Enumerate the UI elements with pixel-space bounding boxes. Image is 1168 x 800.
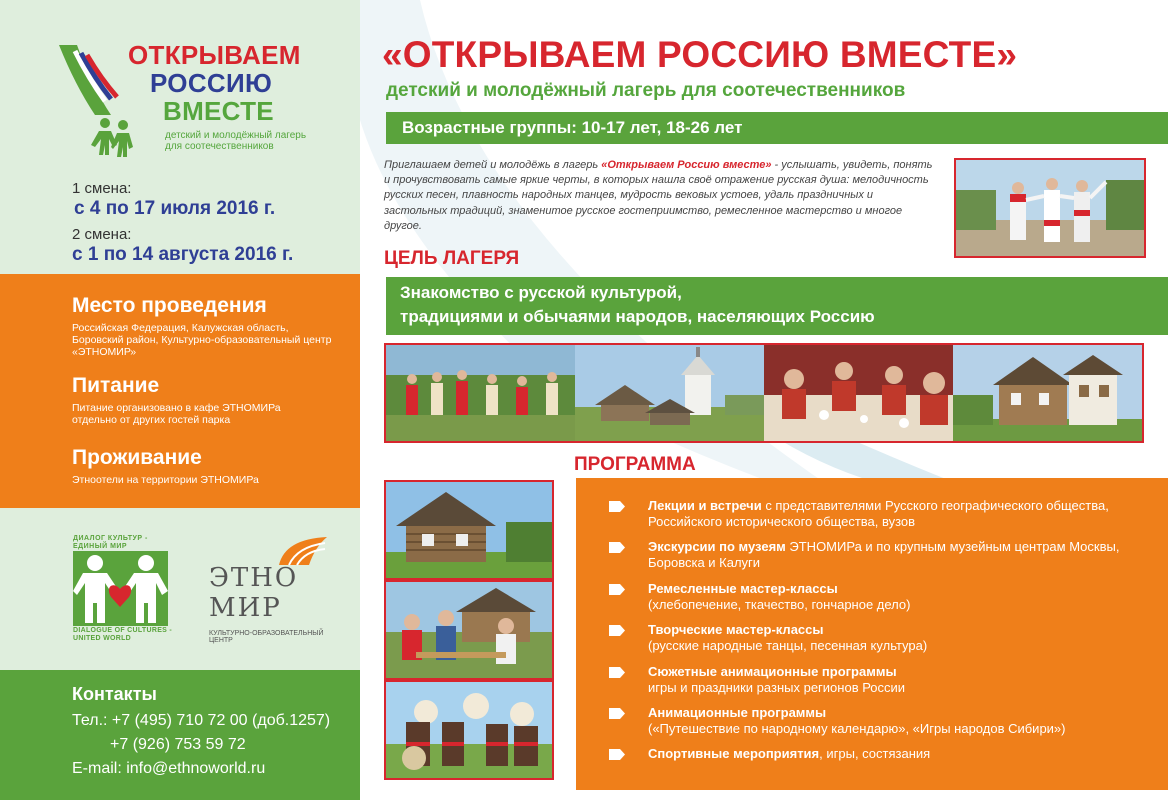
program-item-excursions [606, 539, 1136, 580]
photo-strip [384, 343, 1144, 443]
ethnomir-subtitle: КУЛЬТУРНО-ОБРАЗОВАТЕЛЬНЫЙ ЦЕНТР [209, 630, 324, 644]
contact-phone-2: +7 (926) 753 59 72 [110, 736, 246, 753]
arrow-tag-icon [609, 501, 625, 512]
program-item-text: игры и праздники разных регионов России [648, 679, 906, 695]
venue-text: Российская Федерация, Калужская область, Боровский район, Культурно-образовательный центр «ЭТНОМИР» [72, 322, 332, 358]
dialog-logo-top-text: ДИАЛОГ КУЛЬТУР - ЕДИНЫЙ МИР [73, 535, 148, 550]
siberian-drummers-photo [384, 680, 554, 780]
intro-camp-name: «Открываем Россию вместе» [601, 159, 772, 171]
shift-2-dates: с 1 по 14 августа 2016 г. [72, 244, 294, 265]
goal-line-1: Знакомство с русской культурой, [400, 283, 682, 302]
contacts-heading: Контакты [72, 684, 157, 704]
shift-1-label: 1 смена: [72, 180, 132, 197]
ethnomir-word-2: МИР [209, 593, 282, 623]
arrow-tag-icon [609, 667, 625, 678]
food-text: Питание организовано в кафе ЭТНОМИРа отдельно от других гостей парка [72, 402, 281, 426]
ethnomir-logo [205, 535, 345, 645]
contacts-panel [0, 670, 360, 800]
program-list [606, 498, 1136, 788]
accommodation-text: Этноотели на территории ЭТНОМИРа [72, 474, 259, 486]
shift-2-label: 2 смена: [72, 226, 132, 243]
page-subtitle: детский и молодёжный лагерь для соотечественников [386, 80, 906, 101]
goal-bar [386, 277, 1168, 335]
program-item-creative [606, 622, 1136, 663]
program-item-text: (русские народные танцы, песенная культура) [648, 638, 928, 654]
figures-heart-icon [73, 551, 168, 626]
left-column [0, 0, 360, 800]
village-church-photo [575, 345, 764, 441]
folk-dancers-photo [954, 158, 1146, 258]
food-heading: Питание [72, 374, 160, 397]
program-item-title: Спортивные мероприятия [648, 746, 820, 762]
craft-class-photo [384, 580, 554, 680]
ethnomir-word-1: ЭТНО [209, 563, 299, 593]
logo-word-2: РОССИЮ [150, 68, 273, 98]
arrow-tag-icon [609, 584, 625, 595]
program-item-title: Творческие мастер-классы [648, 622, 824, 638]
program-item-title: Ремесленные мастер-классы [648, 580, 838, 596]
children-games-photo [386, 345, 575, 441]
shift-1-dates: с 4 по 17 июля 2016 г. [74, 198, 276, 219]
program-item-text: («Путешествие по народному календарю», «Игры народов Сибири») [648, 720, 1066, 736]
camp-logo [55, 40, 305, 170]
program-item-title: Экскурсии по музеям [648, 539, 786, 555]
program-item-text: ЭТНОМИРа и по крупным музейным центрам Москвы, Боровска и Калуги [648, 539, 1120, 571]
program-item-text: с представителями Русского географического общества, Российского исторического общества, вузов [648, 498, 1109, 529]
right-column [360, 0, 1168, 800]
venue-heading: Место проведения [72, 294, 267, 317]
flag-figures-icon [55, 45, 133, 163]
intro-text [384, 158, 939, 234]
intro-text-before: Приглашаем детей и молодёжь в лагерь [384, 159, 602, 171]
program-heading: ПРОГРАММА [574, 454, 696, 475]
page-title: «ОТКРЫВАЕМ РОССИЮ ВМЕСТЕ» [382, 34, 1018, 75]
intro-text-after: - услышать, увидеть, понять и прочувствовать самые яркие черты, в которых нашла своё отражение русская душа: мелодичность русских песен, плавность народных танцев, мудрость вековых устоев, удаль праздничных и застольных традиций, знаменитое русское гостеприимство, ремесленное мастерство и многое другое. [384, 159, 933, 232]
contact-phone-1: Тел.: +7 (495) 710 72 00 (доб.1257) [72, 712, 331, 729]
goal-line-2: традициями и обычаями народов, населяющих Россию [400, 307, 875, 326]
dialog-of-cultures-logo [68, 535, 173, 645]
dialog-logo-bottom-text: DIALOGUE OF CULTURES - UNITED WORLD [73, 627, 173, 642]
program-item-crafts [606, 581, 1136, 622]
log-hut-photo [384, 480, 554, 580]
arrow-tag-icon [609, 708, 625, 719]
logo-subtitle: детский и молодёжный лагерь для соотечественников [165, 130, 307, 152]
arrow-tag-icon [609, 749, 625, 760]
arrow-tag-icon [609, 625, 625, 636]
contact-email[interactable]: E-mail: info@ethnoworld.ru [72, 760, 266, 777]
logo-word-1: ОТКРЫВАЕМ [128, 40, 301, 70]
logo-word-3: ВМЕСТЕ [163, 96, 274, 126]
program-item-sports [606, 746, 1136, 787]
age-groups-bar: Возрастные группы: 10-17 лет, 18-26 лет [386, 112, 1168, 144]
accommodation-heading: Проживание [72, 446, 202, 469]
program-item-text: (хлебопечение, ткачество, гончарное дело) [648, 596, 911, 612]
goal-heading: ЦЕЛЬ ЛАГЕРЯ [384, 248, 520, 269]
program-item-title: Лекции и встречи [648, 498, 762, 513]
wooden-house-photo [953, 345, 1142, 441]
craft-workshop-photo [764, 345, 953, 441]
program-item-title: Сюжетные анимационные программы [648, 663, 897, 679]
program-item-text: , игры, состязания [819, 746, 931, 762]
info-panel [0, 274, 360, 508]
program-item-animation [606, 705, 1136, 746]
program-box [576, 478, 1168, 790]
program-item-title: Анимационные программы [648, 704, 827, 720]
arrow-tag-icon [609, 542, 625, 553]
program-item-lectures [606, 498, 1136, 539]
program-item-story-animation [606, 664, 1136, 705]
